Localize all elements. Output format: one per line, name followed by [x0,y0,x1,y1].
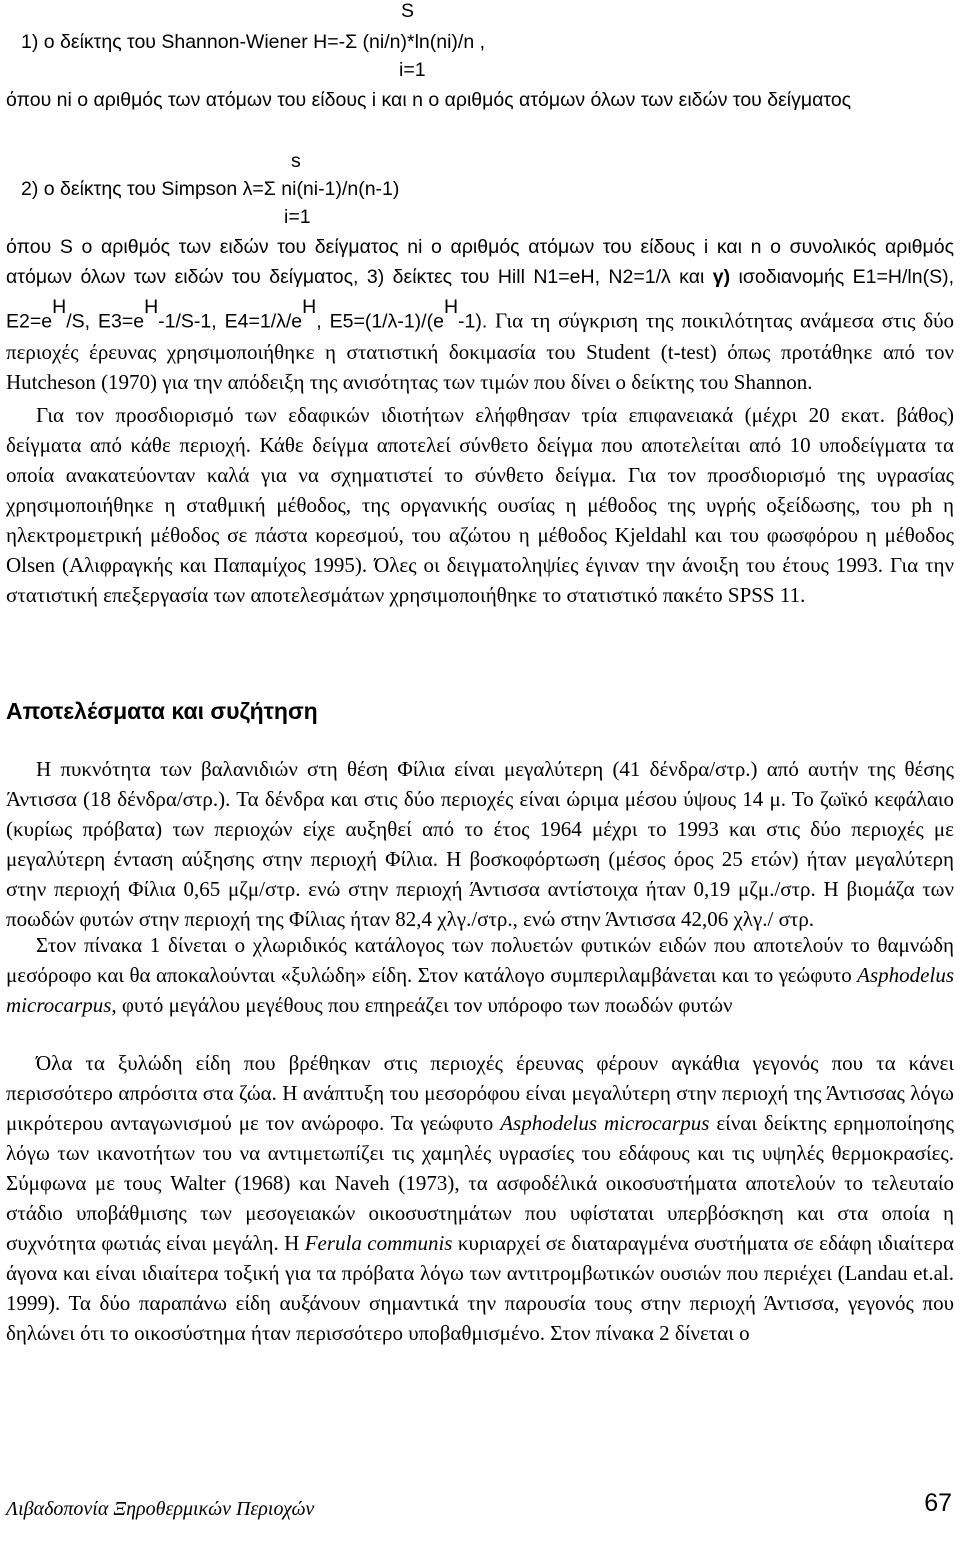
woody-text-3: κυριαρχεί σε διαταραγμένα συστήματα σε εδάφη ιδιαίτερα άγονα και είναι ιδιαίτερα τοξική για τα πρόβατα λόγω των αντιτρομβωτικών ουσιών που περιέχει (Landau et.al. 1999). Τα δύο παραπάνω είδη αυξάνουν σημαντικά την παρουσία τους στην περιοχή Άντισσα, γεγονός που δηλώνει ότι το οικοσύστημα ήταν περισσότερο υποβαθμισμένο. Στον πίνακα 2 δίνεται ο [6,1231,954,1345]
paragraph-results-density: Η πυκνότητα των βαλανιδιών στη θέση Φίλια είναι μεγαλύτερη (41 δένδρα/στρ.) από αυτήν της θέσης Άντισσα (18 δένδρα/στρ.). Τα δένδρα και στις δύο περιοχές είναι ώριμα μέσου ύψους 14 μ. Το ζωϊκό κεφάλαιο (κυρίως πρόβατα) των περιοχών είχε αυξηθεί από το έτος 1964 μέχρι το 1993 και στις δύο περιοχές με μεγαλύτερη ένταση αύξησης στην περιοχή Φίλια. Η βοσκοφόρτωση (μέσος όρος 25 ετών) ήταν μεγαλύτερη στην περιοχή Φίλια 0,65 μζμ/στρ. ενώ στην περιοχή Άντισσα αντίστοιχα ήταν 0,19 μζμ./στρ. Η βιομάζα των ποωδών φυτών στην περιοχή της Φίλιας ήταν 82,4 χλγ./στρ., ενώ στην Άντισσα 42,06 χλγ./ στρ. [6,757,954,931]
superscript-h: H [443,296,459,318]
formula1-upper-limit: S [401,0,415,22]
page-number: 67 [924,1489,952,1517]
indices-text-4: -1/S-1, E4=1/λ/e [158,310,303,333]
indices-ttest-text: Για τη σύγκριση της ποικιλότητας ανάμεσα στις δύο περιοχές έρευνας χρησιμοποιήθηκε η στατιστική δοκιμασία του Student (t-test) όπως προτάθηκε από τον Hutcheson (1970) για την απόδειξη της ανισότητας των τιμών που δίνει ο δείκτης του Shannon. [6,308,954,394]
paragraph-indices [6,232,954,397]
section-heading: Αποτελέσματα και συζήτηση [6,698,318,724]
table1-text-2: , φυτό μεγάλου μεγέθους που επηρεάζει τον υπόροφο των ποωδών φυτών [111,993,733,1017]
superscript-h: H [144,296,159,318]
paragraph-woody-species [6,1048,954,1348]
paragraph-table1 [6,930,954,1020]
indices-text-3: /S, E3=e [66,310,145,333]
species-name-asphodelus: Asphodelus microcarpus [500,1111,710,1135]
indices-text-6: -1). [458,310,488,333]
formula2-line: 2) ο δείκτης του Simpson λ=Σ ni(ni-1)/n(n-1) [21,178,400,200]
woody-text-1: Όλα τα ξυλώδη είδη που βρέθηκαν στις περιοχές έρευνας φέρουν αγκάθια γεγονός που τα κάνει περισσότερο απρόσιτα στα ζώα. Η ανάπτυξη του μεσορόφου είναι μεγαλύτερη στην περιοχή της Άντισσας λόγω μικρότερου ανταγωνισμού με τον ανώροφο. Τα γεώφυτο [6,1051,954,1135]
formula2-upper-limit: s [291,150,301,172]
indices-text-5: , E5=(1/λ-1)/(e [316,310,444,333]
formula1-lower-limit: i=1 [399,59,426,81]
indices-gamma: γ) [712,266,731,288]
formula2-lower-limit: i=1 [284,206,311,228]
paragraph-soil-methods: Για τον προσδιορισμό των εδαφικών ιδιοτήτων ελήφθησαν τρία επιφανειακά (μέχρι 20 εκατ. βάθος) δείγματα από κάθε περιοχή. Κάθε δείγμα αποτελεί σύνθετο δείγμα που αποτελείται από 10 υποδείγματα τα οποία ανακατεύονταν καλά για να σχηματιστεί το σύνθετο δείγμα. Για τον προσδιορισμό της υγρασίας χρησιμοποιήθηκε η σταθμική μέθοδος, της οργανικής ουσίας η μέθοδος της υγρής οξείδωσης, του ph η ηλεκτρομετρική μέθοδος σε πάστα κορεσμού, του αζώτου η μέθοδος Kjeldahl και του φωσφόρου η μέθοδος Olsen (Αλιφραγκής και Παπαμίχος 1995). Όλες οι δειγματοληψίες έγιναν την άνοιξη του έτους 1993. Για την στατιστική επεξεργασία των αποτελεσμάτων χρησιμοποιήθηκε το στατιστικό πακέτο SPSS 11. [6,403,954,607]
species-name-asphodelus: Asphodelus microcarpus [6,963,954,1017]
indices-text-2: ισοδιανομής E1=H/ln(S), E2=e [6,266,954,333]
superscript-h: H [52,296,67,318]
running-title: Λιβαδοπονία Ξηροθερμικών Περιοχών [6,1498,315,1520]
species-name-ferula: Ferula communis [304,1231,453,1255]
table1-text-1: Στον πίνακα 1 δίνεται ο χλωριδικός κατάλογος των πολυετών φυτικών ειδών που αποτελούν το θαμνώδη μεσόροφο και θα αποκαλούνται «ξυλώδη» είδη. Στον κατάλογο συμπεριλαμβάνεται και το γεώφυτο [6,933,954,987]
woody-text-2: είναι δείκτης ερημοποίησης λόγω των ικανοτήτων του να αντιμετωπίζει τις χαμηλές υγρασίες του εδάφους και τις υψηλές θερμοκρασίες. Σύμφωνα με τους Walter (1968) και Naveh (1973), τα ασφοδέλικά οικοσυστήματα αποτελούν το τελευταίο στάδιο υποβάθμισης των μεσογειακών οικοσυστημάτων που υφίσταται υπερβόσκηση και στα οποία η συχνότητα φωτιάς είναι μεγάλη. Η [6,1111,954,1255]
paragraph-definition-shannon: όπου ni ο αριθμός των ατόμων του είδους i και n ο αριθμός ατόμων όλων των ειδών του δείγματος [6,89,852,111]
superscript-h: H [302,296,317,318]
indices-text-1: όπου S ο αριθμός των ειδών του δείγματος ni ο αριθμός ατόμων του είδους i και n ο συνολικός αριθμός ατόμων όλων των ειδών του δείγματος, 3) δείκτες του Hill N1=eH, N2=1/λ και [6,236,954,288]
formula1-line: 1) ο δείκτης του Shannon-Wiener H=-Σ (ni/n)*ln(ni)/n , [21,31,486,53]
